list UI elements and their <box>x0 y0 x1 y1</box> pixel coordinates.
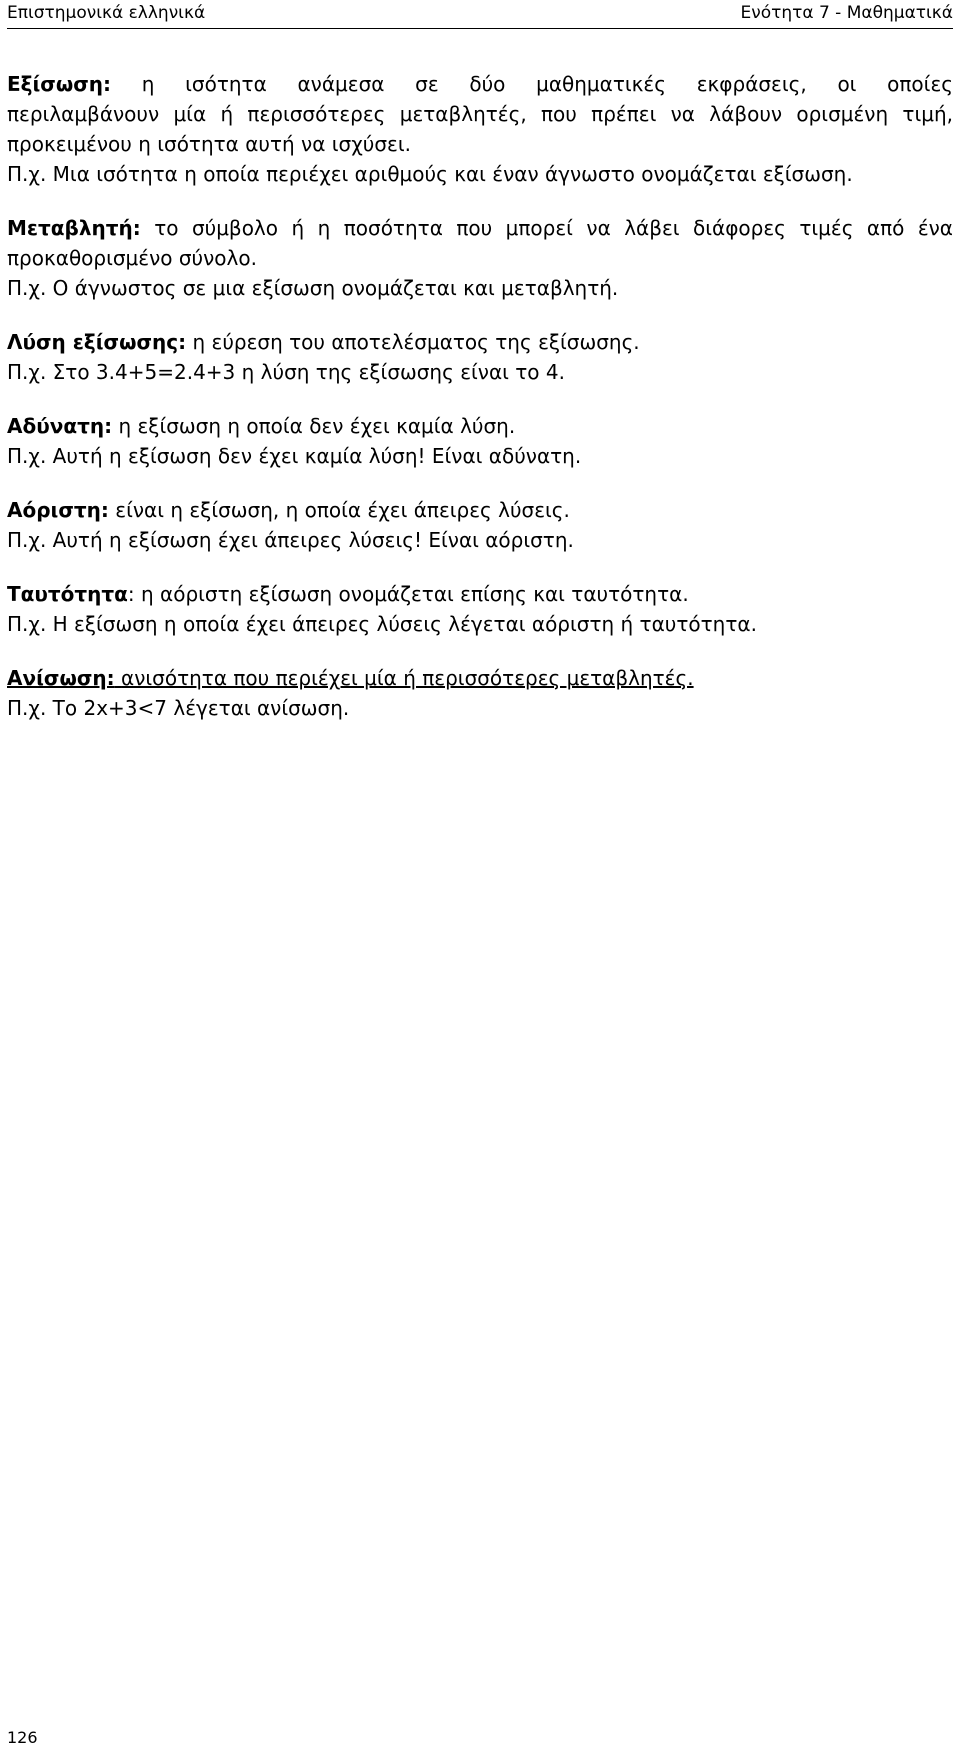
definition-text: η εύρεση του αποτελέσματος της εξίσωσης. <box>192 330 640 354</box>
example-text: Π.χ. Το 2x+3<7 λέγεται ανίσωση. <box>7 696 350 720</box>
term-label: Αόριστη: <box>7 498 109 522</box>
glossary-entry-identity <box>7 579 953 639</box>
term-label: Λύση εξίσωσης: <box>7 330 187 354</box>
glossary-entry-variable <box>7 213 953 303</box>
glossary-entry-equation <box>7 69 953 189</box>
example-text: Π.χ. Αυτή η εξίσωση δεν έχει καμία λύση! Είναι αδύνατη. <box>7 444 582 468</box>
term-label: Μεταβλητή: <box>7 216 141 240</box>
example-text: Π.χ. Αυτή η εξίσωση έχει άπειρες λύσεις! Είναι αόριστη. <box>7 528 574 552</box>
example-text: Π.χ. Μια ισότητα η οποία περιέχει αριθμούς και έναν άγνωστο ονομάζεται εξίσωση. <box>7 162 853 186</box>
definition-text: η εξίσωση η οποία δεν έχει καμία λύση. <box>118 414 516 438</box>
definition-line <box>7 663 953 693</box>
example-text: Π.χ. Ο άγνωστος σε μια εξίσωση ονομάζεται και μεταβλητή. <box>7 276 619 300</box>
definition-text: η αόριστη εξίσωση ονομάζεται επίσης και ταυτότητα. <box>141 582 689 606</box>
term-label: Αδύνατη: <box>7 414 113 438</box>
header-left-title: Επιστημονικά ελληνικά <box>7 3 206 23</box>
glossary-entry-indeterminate <box>7 495 953 555</box>
definition-line <box>7 327 953 357</box>
definition-text: το σύμβολο ή η ποσότητα που μπορεί να λάβει διάφορες τιμές από ένα <box>154 216 953 240</box>
definition-text: ανισότητα που περιέχει μία ή περισσότερες μεταβλητές. <box>121 666 694 690</box>
glossary-entry-solution <box>7 327 953 387</box>
term-label: Εξίσωση: <box>7 72 112 96</box>
example-text: Π.χ. Στο 3.4+5=2.4+3 η λύση της εξίσωσης είναι το 4. <box>7 360 565 384</box>
definition-line <box>7 495 953 525</box>
term-label: Ανίσωση: <box>7 666 115 690</box>
definition-text: είναι η εξίσωση, η οποία έχει άπειρες λύσεις. <box>115 498 570 522</box>
glossary-entry-inequality <box>7 663 953 723</box>
page-header <box>7 0 953 29</box>
definition-line: προκειμένου η ισότητα αυτή να ισχύσει. <box>7 132 411 156</box>
definition-line: προκαθορισμένο σύνολο. <box>7 246 257 270</box>
example-text: Π.χ. Η εξίσωση η οποία έχει άπειρες λύσεις λέγεται αόριστη ή ταυτότητα. <box>7 612 757 636</box>
definition-line: περιλαμβάνουν μία ή περισσότερες μεταβλητές, που πρέπει να λάβουν ορισμένη τιμή, <box>7 102 953 126</box>
page-number: 126 <box>7 1728 38 1747</box>
definition-line <box>7 411 953 441</box>
definition-line <box>7 69 953 99</box>
glossary-entry-impossible <box>7 411 953 471</box>
term-label: Ταυτότητα <box>7 582 128 606</box>
glossary-content <box>7 69 953 747</box>
term-suffix: : <box>127 582 135 606</box>
definition-line <box>7 213 953 243</box>
definition-line <box>7 579 953 609</box>
header-right-title: Ενότητα 7 - Μαθηματικά <box>740 3 953 23</box>
definition-text: η ισότητα ανάμεσα σε δύο μαθηματικές εκφράσεις, οι οποίες <box>141 72 953 96</box>
